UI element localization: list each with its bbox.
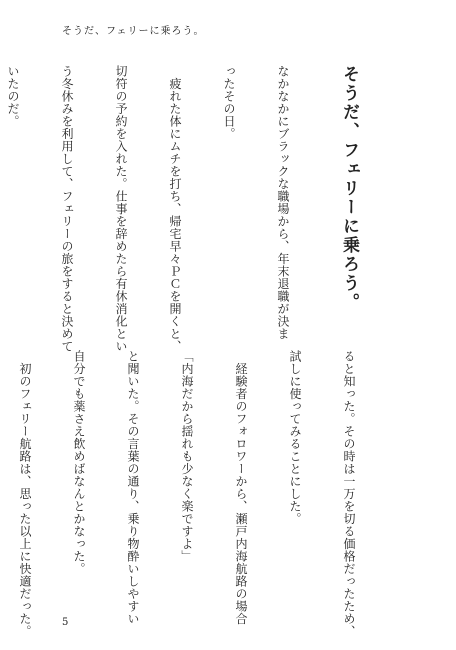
text-column: 自分でも薬さえ飲めばなんとかなった。 (72, 350, 86, 575)
text-column: ると知った。その時は一万を切る価格だったため、 (342, 350, 356, 638)
page-number: 5 (62, 617, 69, 628)
text-column: 経験者のフォロワーから、瀬戸内海航路の場合 (234, 350, 248, 625)
text-block-upper (6, 65, 394, 353)
text-column: 切符の予約を入れた。仕事を辞めたら有休消化とい (114, 65, 128, 353)
running-header: そうだ、フェリーに乗ろう。 (62, 26, 205, 37)
text-column: なかなかにブラックな職場から、年末退職が決ま (276, 65, 290, 340)
text-block-lower (18, 350, 394, 638)
article-title: そうだ、フェリーに乗ろう。 (339, 65, 359, 312)
text-column: 初のフェリー航路は、思った以上に快適だった。 (18, 350, 32, 638)
text-column: と聞いた。その言葉の通り、乗り物酔いしやすい (126, 350, 140, 625)
text-column: 疲れた体にムチを打ち、帰宅早々ＰＣを開くと、 (168, 65, 182, 353)
text-column: ったその日。 (222, 65, 236, 140)
text-column: 試しに使ってみることにした。 (288, 350, 302, 525)
text-column: う冬休みを利用して、フェリーの旅をすると決めて (60, 65, 74, 353)
text-column: 「内海だから揺れも少なく楽ですよ」 (180, 350, 194, 563)
text-column: いたのだ。 (6, 65, 20, 128)
